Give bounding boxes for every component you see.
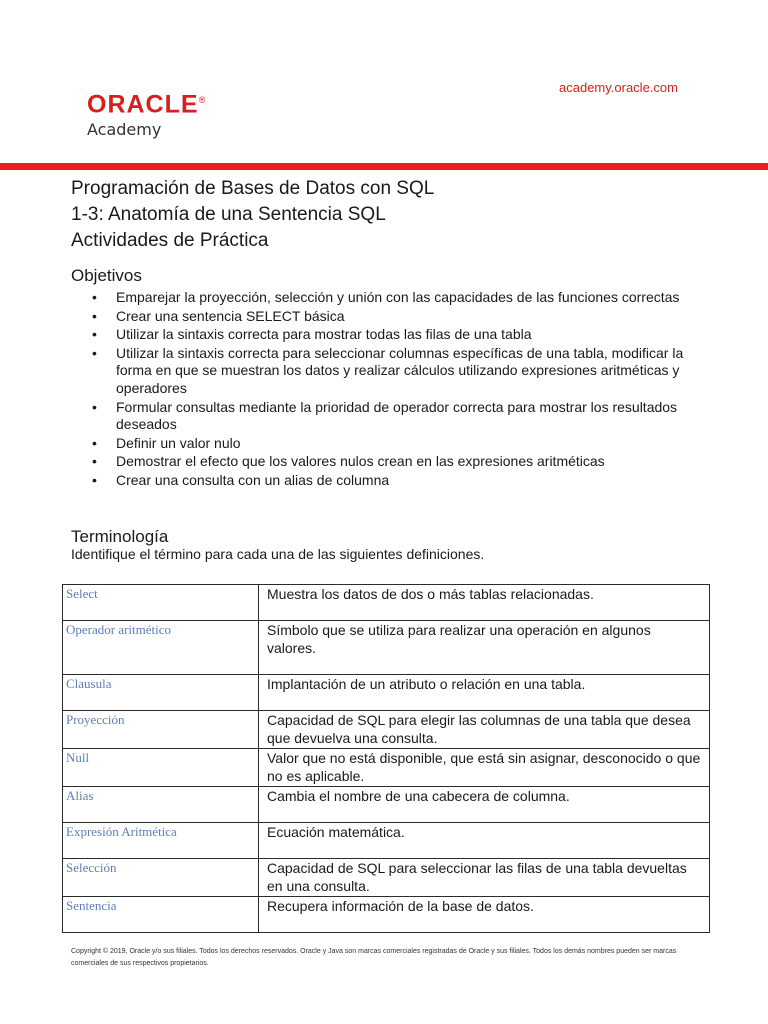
term-cell[interactable]: Clausula <box>63 675 259 711</box>
term-cell[interactable]: Select <box>63 585 259 621</box>
definition-cell: Símbolo que se utiliza para realizar una operación en algunos valores. <box>259 621 710 675</box>
definition-cell: Valor que no está disponible, que está sin asignar, desconocido o que no es aplicable. <box>259 749 710 787</box>
copyright-footer: Copyright © 2019, Oracle y/o sus filiales. Todos los derechos reservados. Oracle y Java son marcas comerciales registradas de Oracle y sus filiales. Todos los demás nombres pueden ser marcas comerciales de sus respectivos propietarios. <box>71 948 677 967</box>
oracle-academy-logo <box>87 88 206 140</box>
list-item: • Crear una consulta con un alias de columna <box>92 471 390 488</box>
list-item: • Utilizar la sintaxis correcta para seleccionar columnas específicas de una tabla, modificar la forma en que se muestran los datos y realizar cálculos utilizando expresiones aritméticas y operadores <box>92 344 684 396</box>
title-lesson: 1-3: Anatomía de una Sentencia SQL <box>71 204 386 225</box>
document-title <box>71 176 434 254</box>
definition-cell: Capacidad de SQL para seleccionar las filas de una tabla devueltas en una consulta. <box>259 859 710 897</box>
definition-cell: Muestra los datos de dos o más tablas relacionadas. <box>259 585 710 621</box>
table-row <box>63 859 710 897</box>
objectives-list <box>92 289 692 491</box>
bullet-icon: • <box>92 289 97 305</box>
term-cell[interactable]: Null <box>63 749 259 787</box>
terminology-instructions: Identifique el término para cada una de las siguientes definiciones. <box>71 546 485 562</box>
bullet-icon: • <box>92 471 97 488</box>
table-row <box>63 621 710 675</box>
terminology-table <box>62 584 710 933</box>
table-row <box>63 585 710 621</box>
list-item: • Emparejar la proyección, selección y unión con las capacidades de las funciones correctas <box>92 289 680 305</box>
site-url-link[interactable]: academy.oracle.com <box>559 80 678 95</box>
term-cell[interactable]: Sentencia <box>63 897 259 933</box>
definition-cell: Ecuación matemática. <box>259 823 710 859</box>
table-row <box>63 897 710 933</box>
list-item: • Crear una sentencia SELECT básica <box>92 307 345 324</box>
title-activity: Actividades de Práctica <box>71 230 269 251</box>
objectives-heading: Objetivos <box>71 266 142 285</box>
bullet-icon: • <box>92 344 97 361</box>
definition-cell: Cambia el nombre de una cabecera de columna. <box>259 787 710 823</box>
term-cell[interactable]: Alias <box>63 787 259 823</box>
table-row <box>63 787 710 823</box>
table-row <box>63 823 710 859</box>
title-course: Programación de Bases de Datos con SQL <box>71 178 435 199</box>
list-item: • Formular consultas mediante la prioridad de operador correcta para mostrar los resultados deseados <box>92 398 678 433</box>
bullet-icon: • <box>92 326 97 343</box>
table-row <box>63 675 710 711</box>
definition-cell: Recupera información de la base de datos. <box>259 897 710 933</box>
table-row <box>63 749 710 787</box>
definition-cell: Capacidad de SQL para elegir las columnas de una tabla que desea que devuelva una consulta. <box>259 711 710 749</box>
term-cell[interactable]: Operador aritmético <box>63 621 259 675</box>
term-cell[interactable]: Proyección <box>63 711 259 749</box>
terminology-heading: Terminología <box>71 527 169 546</box>
term-cell[interactable]: Selección <box>63 859 259 897</box>
logo-brand: ORACLE® <box>87 90 207 119</box>
table-row <box>63 711 710 749</box>
bullet-icon: • <box>92 453 97 470</box>
bullet-icon: • <box>92 398 97 415</box>
bullet-icon: • <box>92 434 97 451</box>
list-item: • Demostrar el efecto que los valores nulos crean en las expresiones aritméticas <box>92 453 605 470</box>
logo-sub: Academy <box>87 120 162 140</box>
bullet-icon: • <box>92 307 97 324</box>
list-item: • Utilizar la sintaxis correcta para mostrar todas las filas de una tabla <box>92 326 532 343</box>
header-divider <box>0 163 768 170</box>
term-cell[interactable]: Expresión Aritmética <box>63 823 259 859</box>
definition-cell: Implantación de un atributo o relación en una tabla. <box>259 675 710 711</box>
list-item: • Definir un valor nulo <box>92 434 241 451</box>
